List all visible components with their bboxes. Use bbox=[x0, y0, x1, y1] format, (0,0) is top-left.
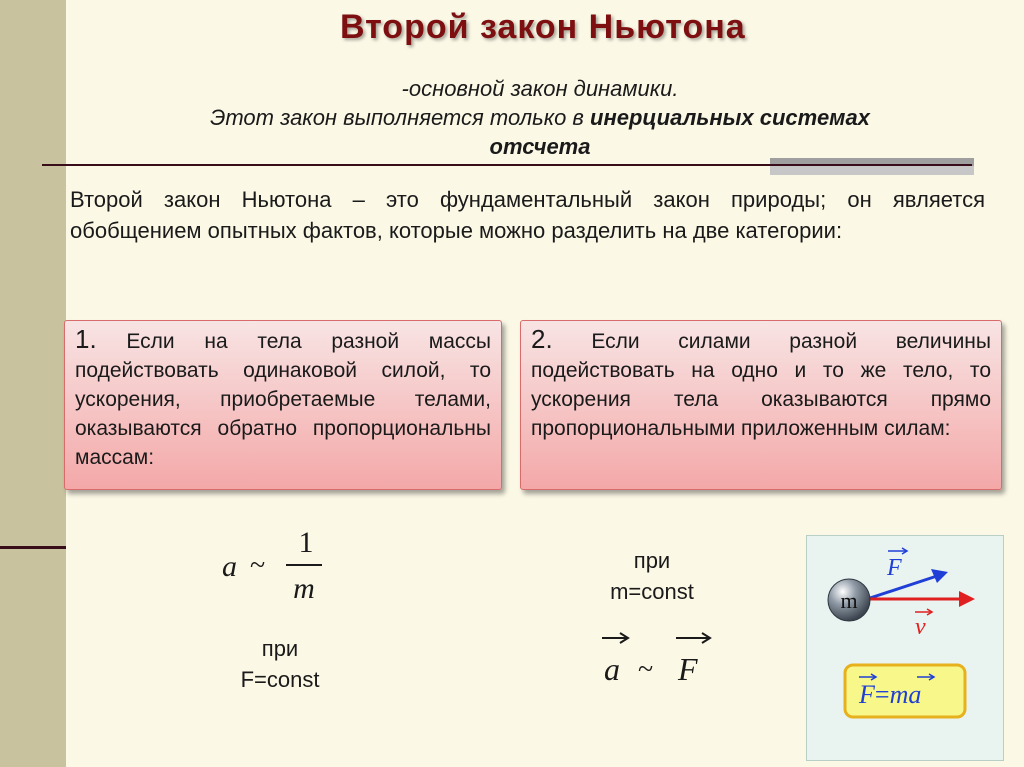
force-diagram-panel bbox=[806, 535, 1004, 761]
category-box-1 bbox=[64, 320, 502, 490]
force-label: F bbox=[887, 555, 902, 581]
condition-force-const bbox=[210, 633, 350, 695]
category-2-number: 2. bbox=[531, 324, 553, 354]
subtitle bbox=[70, 74, 1010, 161]
divider-line bbox=[42, 164, 972, 166]
condition1-value: F=const bbox=[240, 667, 320, 692]
condition2-word: при bbox=[633, 548, 671, 573]
formula1-relation: ~ bbox=[250, 550, 266, 581]
force-vector-bar-icon bbox=[888, 548, 907, 554]
force-arrow bbox=[867, 569, 948, 599]
category-2-text: Если силами разной величины подействовать на одно и то же тело, то ускорения тела оказываются прямо пропорциональными приложенным силам: bbox=[531, 330, 991, 440]
formula-proportional-force bbox=[598, 628, 718, 698]
side-decor-bar bbox=[0, 0, 66, 767]
formula2-rhs: F bbox=[678, 651, 698, 687]
side-decor-line bbox=[0, 546, 66, 549]
formula2-relation: ~ bbox=[638, 654, 654, 685]
condition2-value: m=const bbox=[610, 579, 694, 604]
velocity-label: v bbox=[915, 614, 926, 640]
mass-label: m bbox=[840, 588, 858, 613]
slide-title: Второй закон Ньютона bbox=[340, 8, 746, 46]
subtitle-line-2-prefix: Этот закон выполняется только в bbox=[210, 105, 591, 130]
equation-m: m bbox=[889, 680, 909, 709]
category-1-text: Если на тела разной массы подействовать одинаковой силой, то ускорения, приобретаемые телами, оказываются обратно пропорциональны массам: bbox=[75, 330, 491, 469]
subtitle-line-3-bold: отсчета bbox=[489, 134, 591, 159]
vector-arrow-f-icon bbox=[676, 633, 710, 643]
formula1-denominator: m bbox=[293, 572, 315, 605]
formula2-lhs: a bbox=[604, 651, 620, 687]
subtitle-line-2-bold: инерциальных системах bbox=[590, 105, 870, 130]
intro-paragraph: Второй закон Ньютона – это фундаментальный закон природы; он является обобщением опытных фактов, которые можно разделить на две категории: bbox=[70, 187, 985, 243]
equation-eq: = bbox=[874, 680, 890, 709]
equation-a: a bbox=[908, 680, 922, 709]
condition-mass-const bbox=[582, 545, 722, 607]
formula1-numerator: 1 bbox=[298, 526, 314, 559]
formula1-lhs: a bbox=[222, 550, 237, 583]
force-diagram bbox=[807, 536, 1003, 760]
subtitle-line-1: -основной закон динамики. bbox=[401, 76, 679, 101]
formula-inverse-mass bbox=[218, 520, 338, 610]
category-1-number: 1. bbox=[75, 324, 97, 354]
vector-arrow-a-icon bbox=[602, 633, 628, 643]
subtitle-line-3 bbox=[70, 132, 1010, 161]
equation-f: F bbox=[859, 680, 875, 709]
equation-text bbox=[858, 680, 921, 709]
subtitle-line-2 bbox=[70, 103, 1010, 132]
condition1-word: при bbox=[261, 636, 299, 661]
divider-grey-light bbox=[770, 166, 974, 175]
category-box-2 bbox=[520, 320, 1002, 490]
